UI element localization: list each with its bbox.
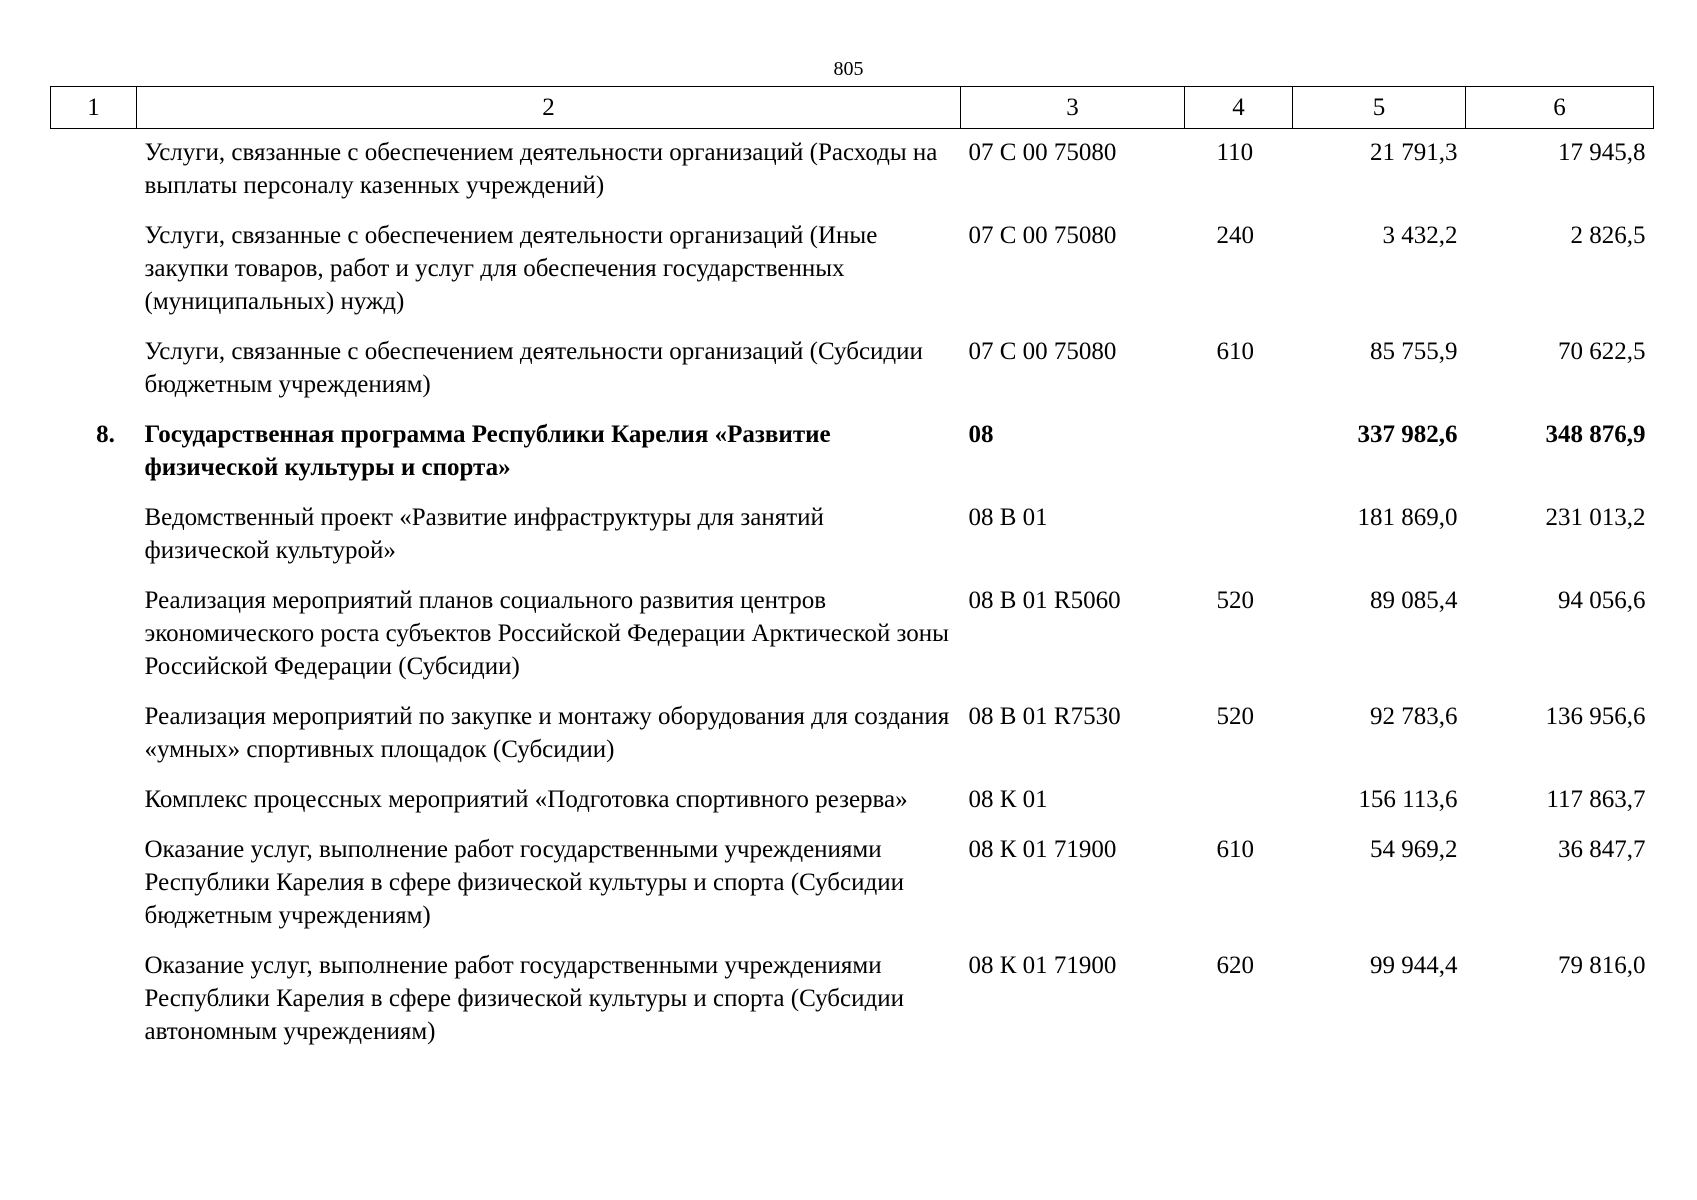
row-name: Государственная программа Республики Карелия «Развитие физической культуры и спорта» bbox=[144, 421, 831, 481]
row-number bbox=[51, 942, 137, 1058]
row-value-year-1: 181 869,0 bbox=[1357, 504, 1458, 531]
row-expense-type bbox=[1185, 411, 1293, 494]
row-expense-type: 520 bbox=[1216, 703, 1254, 730]
row-expense-type: 610 bbox=[1216, 338, 1254, 365]
row-name: Услуги, связанные с обеспечением деятельности организаций (Расходы на выплаты персоналу казенных учреждений) bbox=[144, 139, 938, 199]
row-number bbox=[51, 328, 137, 411]
row-name: Оказание услуг, выполнение работ государственными учреждениями Республики Карелия в сфере физической культуры и спорта (Субсидии автономным учреждениям) bbox=[144, 952, 904, 1045]
row-value-year-2: 136 956,6 bbox=[1545, 703, 1646, 730]
row-number: 8. bbox=[96, 421, 115, 448]
row-value-year-1: 156 113,6 bbox=[1358, 786, 1458, 813]
table-body bbox=[51, 129, 1654, 1059]
column-header-2: 2 bbox=[137, 87, 961, 129]
row-expense-type: 520 bbox=[1216, 587, 1254, 614]
row-expense-type: 240 bbox=[1216, 222, 1254, 249]
row-value-year-2: 231 013,2 bbox=[1545, 504, 1646, 531]
row-expense-type bbox=[1185, 494, 1293, 577]
row-name: Реализация мероприятий планов социального развития центров экономического роста субъектов Российской Федерации Арктической зоны Российской Федерации (Субсидии) bbox=[144, 587, 949, 680]
row-number bbox=[51, 776, 137, 826]
column-header-5: 5 bbox=[1293, 87, 1466, 129]
table-row bbox=[51, 776, 1654, 826]
row-value-year-1: 54 969,2 bbox=[1370, 836, 1458, 863]
row-value-year-1: 85 755,9 bbox=[1370, 338, 1458, 365]
row-code: 08 К 01 bbox=[968, 786, 1048, 813]
row-value-year-2: 2 826,5 bbox=[1570, 222, 1646, 249]
row-name: Ведомственный проект «Развитие инфраструктуры для занятий физической культурой» bbox=[144, 504, 824, 564]
row-expense-type: 110 bbox=[1216, 139, 1254, 166]
column-header-4: 4 bbox=[1185, 87, 1293, 129]
column-header-3: 3 bbox=[961, 87, 1185, 129]
row-value-year-2: 36 847,7 bbox=[1558, 836, 1646, 863]
column-header-1: 1 bbox=[51, 87, 137, 129]
row-code: 08 bbox=[968, 421, 994, 448]
row-code: 07 С 00 75080 bbox=[968, 338, 1117, 365]
column-number-header bbox=[51, 87, 1654, 129]
table-row bbox=[51, 494, 1654, 577]
table-row bbox=[51, 826, 1654, 942]
row-value-year-1: 89 085,4 bbox=[1370, 587, 1458, 614]
row-number bbox=[51, 129, 137, 213]
row-name: Оказание услуг, выполнение работ государственными учреждениями Республики Карелия в сфере физической культуры и спорта (Субсидии бюджетным учреждениям) bbox=[144, 836, 904, 929]
row-code: 08 К 01 71900 bbox=[968, 836, 1117, 863]
budget-table bbox=[50, 86, 1654, 1058]
row-value-year-1: 21 791,3 bbox=[1370, 139, 1458, 166]
table-row bbox=[51, 693, 1654, 776]
row-value-year-2: 348 876,9 bbox=[1545, 421, 1646, 448]
row-code: 07 С 00 75080 bbox=[968, 139, 1117, 166]
row-name: Услуги, связанные с обеспечением деятельности организаций (Иные закупки товаров, работ и услуг для обеспечения государственных (муниципальных) нужд) bbox=[144, 222, 878, 315]
row-value-year-2: 117 863,7 bbox=[1546, 786, 1646, 813]
row-number bbox=[51, 494, 137, 577]
row-value-year-2: 70 622,5 bbox=[1558, 338, 1646, 365]
row-value-year-1: 337 982,6 bbox=[1357, 421, 1458, 448]
row-expense-type bbox=[1185, 776, 1293, 826]
row-code: 07 С 00 75080 bbox=[968, 222, 1117, 249]
row-value-year-2: 17 945,8 bbox=[1558, 139, 1646, 166]
column-header-6: 6 bbox=[1466, 87, 1654, 129]
table-row bbox=[51, 411, 1654, 494]
table-row bbox=[51, 577, 1654, 693]
row-name: Реализация мероприятий по закупке и монтажу оборудования для создания «умных» спортивных площадок (Субсидии) bbox=[144, 703, 950, 763]
row-value-year-1: 92 783,6 bbox=[1370, 703, 1458, 730]
table-row bbox=[51, 942, 1654, 1058]
row-code: 08 К 01 71900 bbox=[968, 952, 1117, 979]
page-number: 805 bbox=[833, 58, 864, 80]
row-code: 08 В 01 R5060 bbox=[968, 587, 1121, 614]
row-number bbox=[51, 212, 137, 328]
row-value-year-2: 79 816,0 bbox=[1558, 952, 1646, 979]
row-number bbox=[51, 577, 137, 693]
row-value-year-1: 3 432,2 bbox=[1382, 222, 1458, 249]
row-code: 08 В 01 bbox=[968, 504, 1048, 531]
row-value-year-2: 94 056,6 bbox=[1558, 587, 1646, 614]
row-name: Услуги, связанные с обеспечением деятельности организаций (Субсидии бюджетным учреждениям) bbox=[144, 338, 923, 398]
table-row bbox=[51, 212, 1654, 328]
row-value-year-1: 99 944,4 bbox=[1370, 952, 1458, 979]
table-row bbox=[51, 328, 1654, 411]
row-code: 08 В 01 R7530 bbox=[968, 703, 1121, 730]
row-number bbox=[51, 826, 137, 942]
row-number bbox=[51, 693, 137, 776]
row-expense-type: 620 bbox=[1216, 952, 1254, 979]
row-expense-type: 610 bbox=[1216, 836, 1254, 863]
table-row bbox=[51, 129, 1654, 213]
row-name: Комплекс процессных мероприятий «Подготовка спортивного резерва» bbox=[144, 786, 908, 813]
